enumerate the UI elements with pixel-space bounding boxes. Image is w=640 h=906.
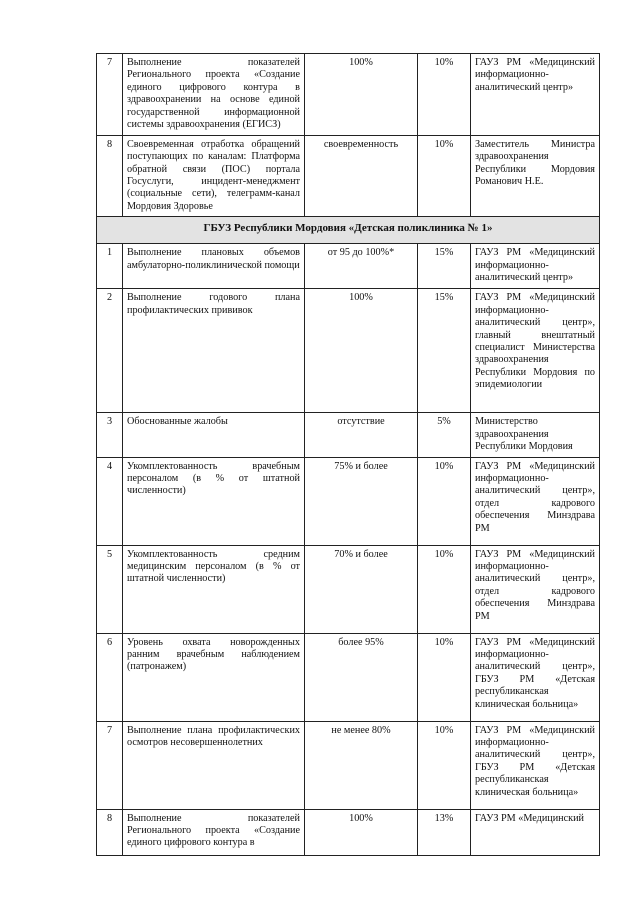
weight: 10% xyxy=(418,135,471,217)
target-value: 100% xyxy=(305,54,418,136)
indicator-name: Уровень охвата новорожденных ранним врачебным наблюдением (патронажем) xyxy=(123,633,305,721)
target-value: не менее 80% xyxy=(305,721,418,809)
table-row xyxy=(97,809,600,855)
responsible: ГАУЗ РМ «Медицинский информационно-аналитический центр» xyxy=(471,244,600,289)
table-row xyxy=(97,545,600,633)
weight: 13% xyxy=(418,809,471,855)
section-title: ГБУЗ Республики Мордовия «Детская поликлиника № 1» xyxy=(97,217,600,244)
target-value: 75% и более xyxy=(305,457,418,545)
indicator-name: Выполнение годового плана профилактических прививок xyxy=(123,289,305,413)
target-value: своевременность xyxy=(305,135,418,217)
indicator-name: Обоснованные жалобы xyxy=(123,413,305,457)
weight: 5% xyxy=(418,413,471,457)
table-row xyxy=(97,244,600,289)
row-number: 5 xyxy=(97,545,123,633)
weight: 15% xyxy=(418,244,471,289)
weight: 10% xyxy=(418,633,471,721)
row-number: 7 xyxy=(97,54,123,136)
table-row xyxy=(97,135,600,217)
target-value: от 95 до 100%* xyxy=(305,244,418,289)
responsible: ГАУЗ РМ «Медицинский xyxy=(471,809,600,855)
responsible: Заместитель Министра здравоохранения Республики Мордовия Романович Н.Е. xyxy=(471,135,600,217)
responsible: ГАУЗ РМ «Медицинский информационно-аналитический центр», ГБУЗ РМ «Детская республиканская клиническая больница» xyxy=(471,633,600,721)
weight: 10% xyxy=(418,457,471,545)
responsible: ГАУЗ РМ «Медицинский информационно-аналитический центр», отдел кадрового обеспечения Минздрава РМ xyxy=(471,457,600,545)
responsible: ГАУЗ РМ «Медицинский информационно-аналитический центр», отдел кадрового обеспечения Минздрава РМ xyxy=(471,545,600,633)
row-number: 3 xyxy=(97,413,123,457)
row-number: 8 xyxy=(97,135,123,217)
weight: 10% xyxy=(418,54,471,136)
row-number: 7 xyxy=(97,721,123,809)
row-number: 2 xyxy=(97,289,123,413)
responsible: ГАУЗ РМ «Медицинский информационно-аналитический центр», главный внештатный специалист Министерства здравоохранения Республики Мордовия по эпидемиологии xyxy=(471,289,600,413)
indicator-name: Выполнение показателей Регионального проекта «Создание единого цифрового контура в здравоохранении на основе единой государственной информационной системы здравоохранения (ЕГИСЗ) xyxy=(123,54,305,136)
indicator-name: Укомплектованность средним медицинским персоналом (в % от штатной численности) xyxy=(123,545,305,633)
indicator-name: Своевременная отработка обращений поступающих по каналам: Платформа обратной связи (ПОС) портала Госуслуги, инцидент-менеджмент (социальные сети), телеграмм-канал Мордовия Здоровье xyxy=(123,135,305,217)
row-number: 1 xyxy=(97,244,123,289)
target-value: отсутствие xyxy=(305,413,418,457)
table-row xyxy=(97,633,600,721)
row-number: 6 xyxy=(97,633,123,721)
table-row xyxy=(97,289,600,413)
indicator-name: Выполнение плановых объемов амбулаторно-поликлинической помощи xyxy=(123,244,305,289)
target-value: 100% xyxy=(305,289,418,413)
row-number: 4 xyxy=(97,457,123,545)
indicator-name: Выполнение плана профилактических осмотров несовершеннолетних xyxy=(123,721,305,809)
table-row xyxy=(97,721,600,809)
indicator-name: Укомплектованность врачебным персоналом (в % от штатной численности) xyxy=(123,457,305,545)
indicator-name: Выполнение показателей Регионального проекта «Создание единого цифрового контура в xyxy=(123,809,305,855)
section-header-row xyxy=(97,217,600,244)
target-value: 100% xyxy=(305,809,418,855)
table-row xyxy=(97,54,600,136)
responsible: ГАУЗ РМ «Медицинский информационно-аналитический центр», ГБУЗ РМ «Детская республиканская клиническая больница» xyxy=(471,721,600,809)
indicators-table xyxy=(96,53,600,856)
weight: 10% xyxy=(418,545,471,633)
responsible: ГАУЗ РМ «Медицинский информационно-аналитический центр» xyxy=(471,54,600,136)
target-value: более 95% xyxy=(305,633,418,721)
table-row xyxy=(97,457,600,545)
row-number: 8 xyxy=(97,809,123,855)
target-value: 70% и более xyxy=(305,545,418,633)
weight: 15% xyxy=(418,289,471,413)
responsible: Министерство здравоохранения Республики Мордовия xyxy=(471,413,600,457)
table-row xyxy=(97,413,600,457)
weight: 10% xyxy=(418,721,471,809)
